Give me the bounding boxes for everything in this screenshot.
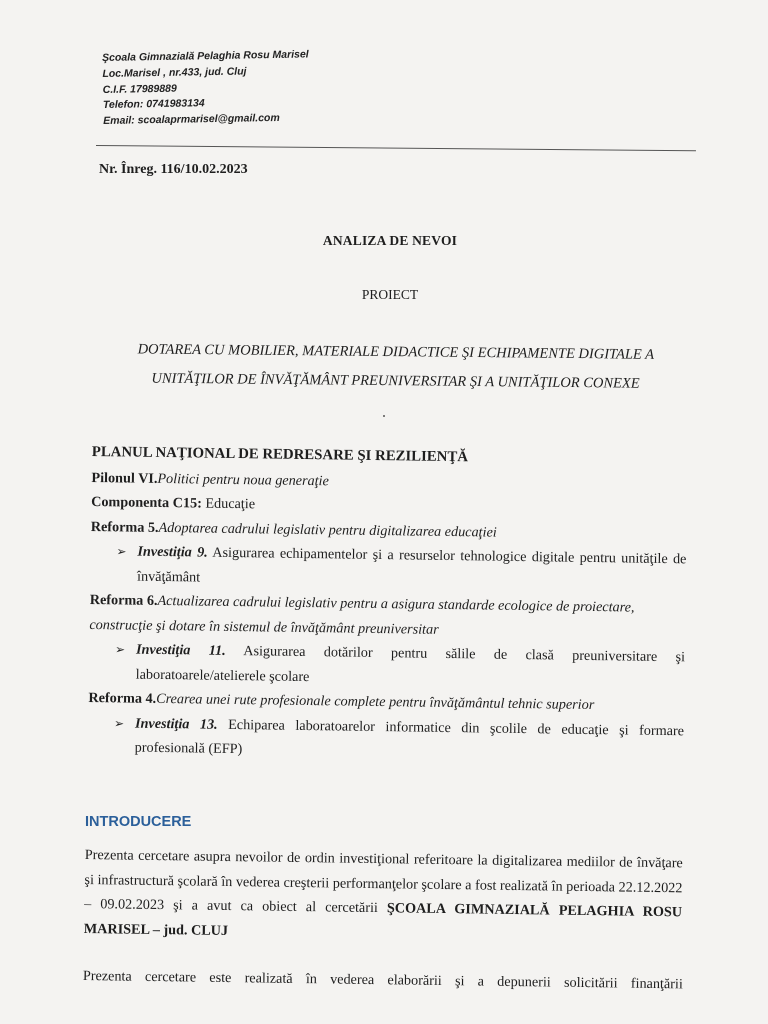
pillar-text: Politici pentru noua generaţie — [157, 470, 329, 489]
school-phone: Telefon: 0741983134 — [102, 97, 205, 112]
introduction-heading: INTRODUCERE — [85, 814, 192, 830]
header-divider — [96, 145, 696, 151]
school-cif: C.I.F. 17989889 — [102, 82, 177, 96]
investment-item — [90, 539, 687, 596]
introduction-paragraph — [84, 843, 683, 949]
reform-line — [89, 588, 686, 645]
investment-text: Asigurarea dotărilor pentru sălile de clasă preuniversitare şi laboratoarele/atelierele şcolare — [135, 642, 686, 685]
school-address: Loc.Marisel , nr.433, jud. Cluj — [102, 65, 247, 80]
plan-section — [88, 440, 688, 768]
school-name: Şcoala Gimnazială Pelaghia Rosu Marisel — [102, 48, 309, 64]
introduction-text: Prezenta cercetare asupra nevoilor de ordin investiţional referitoare la digitalizarea mediilor de învăţare şi infrastructură şcolară în vederea creşterii performanţelor şcolare a fost realizată în perioada 22.12.2022 – 09.02.2023 şi a avut ca obiect al cercetării — [84, 846, 683, 917]
stray-dot — [383, 415, 385, 417]
project-title — [95, 335, 696, 399]
investment-text: Echiparea laboratoarelor informatice din şcolile de educaţie şi formare profesională (EFP) — [134, 716, 685, 758]
reform-label: Reforma 5. — [90, 518, 159, 536]
registration-number: Nr. Înreg. 116/10.02.2023 — [99, 162, 248, 177]
introduction-school-name: ŞCOALA GIMNAZIALĂ PELAGHIA ROSU MARISEL – jud. CLUJ — [83, 900, 683, 939]
project-title-line-2: UNITĂŢILOR DE ÎNVĂŢĂMÂNT PREUNIVERSITAR ŞI A UNITĂŢILOR CONEXE — [151, 370, 640, 392]
document-title: ANALIZA DE NEVOI — [322, 233, 458, 248]
investment-item — [89, 637, 686, 694]
investment-label: Investiţia 11. — [135, 641, 226, 659]
investment-label: Investiţia 13. — [134, 715, 218, 733]
investment-item — [88, 710, 685, 767]
project-title-line-1: DOTAREA CU MOBILIER, MATERIALE DIDACTICE ŞI ECHIPAMENTE DIGITALE A — [137, 341, 655, 363]
school-email: Email: scoalaprmarisel@gmail.com — [103, 112, 280, 128]
arrow-bullet-icon: ➢ — [116, 544, 127, 559]
introduction-paragraph-2: Prezenta cercetare este realizată în vederea elaborării şi a depunerii solicitării finanţării — [82, 968, 683, 993]
project-label: PROIECT — [361, 287, 419, 302]
reform-text: Adoptarea cadrului legislativ pentru digitalizarea educaţiei — [158, 519, 497, 541]
investment-text: Asigurarea echipamentelor şi a resurselor tehnologice digitale pentru unităţile de învăţământ — [136, 544, 687, 586]
reform-label: Reforma 4. — [88, 689, 157, 707]
arrow-bullet-icon: ➢ — [113, 715, 125, 730]
pillar-label: Pilonul VI. — [91, 469, 158, 487]
investment-label: Investiţia 9. — [137, 543, 208, 561]
arrow-bullet-icon: ➢ — [114, 642, 126, 657]
reform-text: Crearea unei rute profesionale complete pentru învăţământul tehnic superior — [156, 690, 595, 714]
component-text: Educaţie — [201, 495, 256, 513]
component-label: Componenta C15: — [91, 493, 202, 512]
reform-label: Reforma 6. — [89, 591, 158, 609]
school-header — [102, 47, 310, 130]
reform-text: Actualizarea cadrului legislativ pentru a asigura standarde ecologice de proiectare, construcţie şi dotare în sistemul de învăţământ preuniversitar — [89, 592, 635, 638]
plan-heading: PLANUL NAŢIONAL DE REDRESARE ŞI REZILIENŢĂ — [91, 443, 469, 466]
